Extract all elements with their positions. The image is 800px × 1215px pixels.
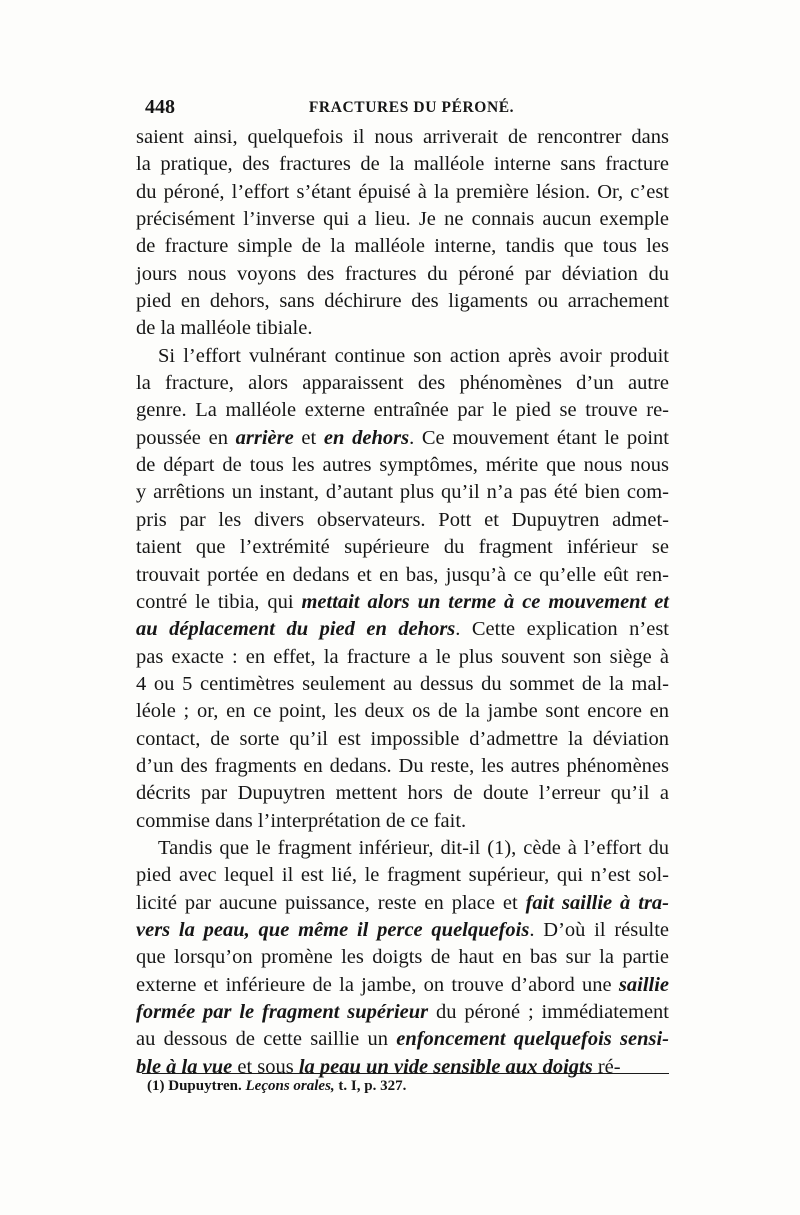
text-line [136, 1026, 669, 1053]
text-line [136, 944, 669, 971]
text-line [136, 233, 669, 260]
text-run: pris par les divers observateurs. Pott et Dupuytren admet- [136, 508, 669, 531]
text-run: de départ de tous les autres symptômes, mérite que nous nous [136, 454, 669, 477]
text-line [136, 179, 669, 206]
text-run: . Ce mouvement étant le point [409, 426, 669, 449]
text-line [136, 671, 669, 698]
text-run: de fracture simple de la malléole interne, tandis que tous les [136, 235, 669, 258]
text-line [136, 1054, 669, 1081]
text-run: la fracture, alors apparaissent des phénomènes d’un autre [136, 372, 669, 395]
text-run: du péroné ; immédiatement [428, 1001, 669, 1023]
emphasis-text: saillie [618, 973, 669, 996]
text-run: Tandis que le fragment inférieur, dit-il (1), cède à l’effort du [158, 836, 669, 859]
emphasis-text: vers la peau, que même il perce quelquefois [136, 918, 530, 941]
text-run: . Cette explication n’est [455, 618, 669, 641]
text-run: genre. La malléole externe entraînée par le pied se trouve re- [136, 399, 669, 422]
text-line [136, 452, 669, 479]
emphasis-text: ble à la vue [136, 1055, 233, 1078]
text-run: que lorsqu’on promène les doigts de haut en bas sur la partie [136, 946, 669, 969]
text-line [136, 589, 669, 616]
text-line [136, 562, 669, 589]
text-line [136, 972, 669, 999]
text-run: externe et inférieure de la jambe, on trouve d’abord une [136, 973, 619, 996]
text-line [136, 425, 669, 452]
text-run: d’un des fragments en dedans. Du reste, les autres phénomènes [136, 754, 669, 777]
text-line [136, 862, 669, 889]
text-run: contré le tibia, qui [136, 590, 302, 613]
text-line [136, 151, 669, 178]
text-run: jours nous voyons des fractures du péroné par déviation du [136, 262, 669, 285]
text-line [136, 507, 669, 534]
emphasis-text: la peau un vide sensible aux doigts [298, 1055, 593, 1078]
body-text [136, 124, 669, 1081]
text-line [136, 370, 669, 397]
text-line [136, 835, 669, 862]
text-run: 4 ou 5 centimètres seulement au dessus du sommet de la mal- [136, 672, 669, 695]
running-head: FRACTURES DU PÉRONÉ. [308, 99, 515, 116]
text-line [136, 726, 669, 753]
text-run: licité par aucune puissance, reste en place et [136, 891, 526, 914]
text-run: léole ; or, en ce point, les deux os de la jambe sont encore en [136, 700, 669, 723]
text-run: décrits par Dupuytren mettent hors de doute l’erreur qu’il a [136, 782, 669, 805]
text-line [136, 753, 669, 780]
text-line [136, 534, 669, 561]
text-run: précisément l’inverse qui a lieu. Je ne connais aucun exemple [136, 208, 669, 231]
text-line [136, 917, 669, 944]
text-run: de la malléole tibiale. [136, 317, 313, 340]
text-run: ré- [592, 1055, 621, 1078]
text-run: pied en dehors, sans déchirure des ligaments ou arrachement [136, 290, 669, 313]
footnote-author: Dupuytren. [168, 1078, 242, 1094]
text-run: saient ainsi, quelquefois il nous arriverait de rencontrer dans [136, 126, 669, 148]
emphasis-text: enfoncement quelquefois sensi- [396, 1028, 669, 1051]
emphasis-text: fait saillie à tra- [525, 891, 669, 914]
text-line [136, 616, 669, 643]
emphasis-text: formée par le fragment supérieur [136, 1001, 429, 1023]
text-run: Si l’effort vulnérant continue son action après avoir produit [158, 344, 669, 367]
text-run: et [293, 426, 324, 449]
text-line [136, 644, 669, 671]
text-line [136, 397, 669, 424]
text-run: la pratique, des fractures de la malléole interne sans fracture [136, 153, 669, 176]
text-run: du péroné, l’effort s’étant épuisé à la première lésion. Or, c’est [136, 180, 669, 203]
text-run: y arrêtions un instant, d’autant plus qu’il n’a pas été bien com- [136, 481, 669, 504]
text-line [136, 479, 669, 506]
text-run: taient que l’extrémité supérieure du fragment inférieur se [136, 536, 669, 559]
emphasis-text: en dehors [323, 426, 410, 449]
text-line [136, 698, 669, 725]
footnote-ref: t. I, p. 327. [338, 1078, 407, 1094]
footnote-marker: (1) [147, 1078, 165, 1094]
text-run: trouvait portée en dedans et en bas, jusqu’à ce qu’elle eût ren- [136, 563, 669, 586]
text-line [136, 808, 669, 835]
text-line [136, 124, 669, 151]
text-run: contact, de sorte qu’il est impossible d’admettre la déviation [136, 727, 669, 750]
footnote-title: Leçons orales, [245, 1078, 335, 1094]
emphasis-text: au déplacement du pied en dehors [136, 618, 456, 641]
text-line [136, 315, 669, 342]
text-run: au dessous de cette saillie un [136, 1028, 397, 1051]
emphasis-text: mettait alors un terme à ce mouvement et [301, 590, 669, 613]
text-line [136, 780, 669, 807]
text-line [136, 288, 669, 315]
text-run: commise dans l’interprétation de ce fait. [136, 809, 467, 832]
text-line [136, 206, 669, 233]
footnote-rule [142, 1073, 669, 1074]
text-run: . D’où il résulte [529, 918, 669, 941]
text-line [136, 261, 669, 288]
text-run: poussée en [136, 426, 236, 449]
text-line [136, 343, 669, 370]
text-line [136, 999, 669, 1026]
footnote [147, 1078, 406, 1095]
text-run: pied avec lequel il est lié, le fragment supérieur, qui n’est sol- [136, 864, 669, 887]
page-header [145, 96, 670, 120]
page-number: 448 [145, 96, 175, 118]
emphasis-text: arrière [235, 426, 294, 449]
text-run: et sous [232, 1055, 299, 1078]
text-run: pas exacte : en effet, la fracture a le plus souvent son siège à [136, 645, 669, 668]
text-line [136, 890, 669, 917]
